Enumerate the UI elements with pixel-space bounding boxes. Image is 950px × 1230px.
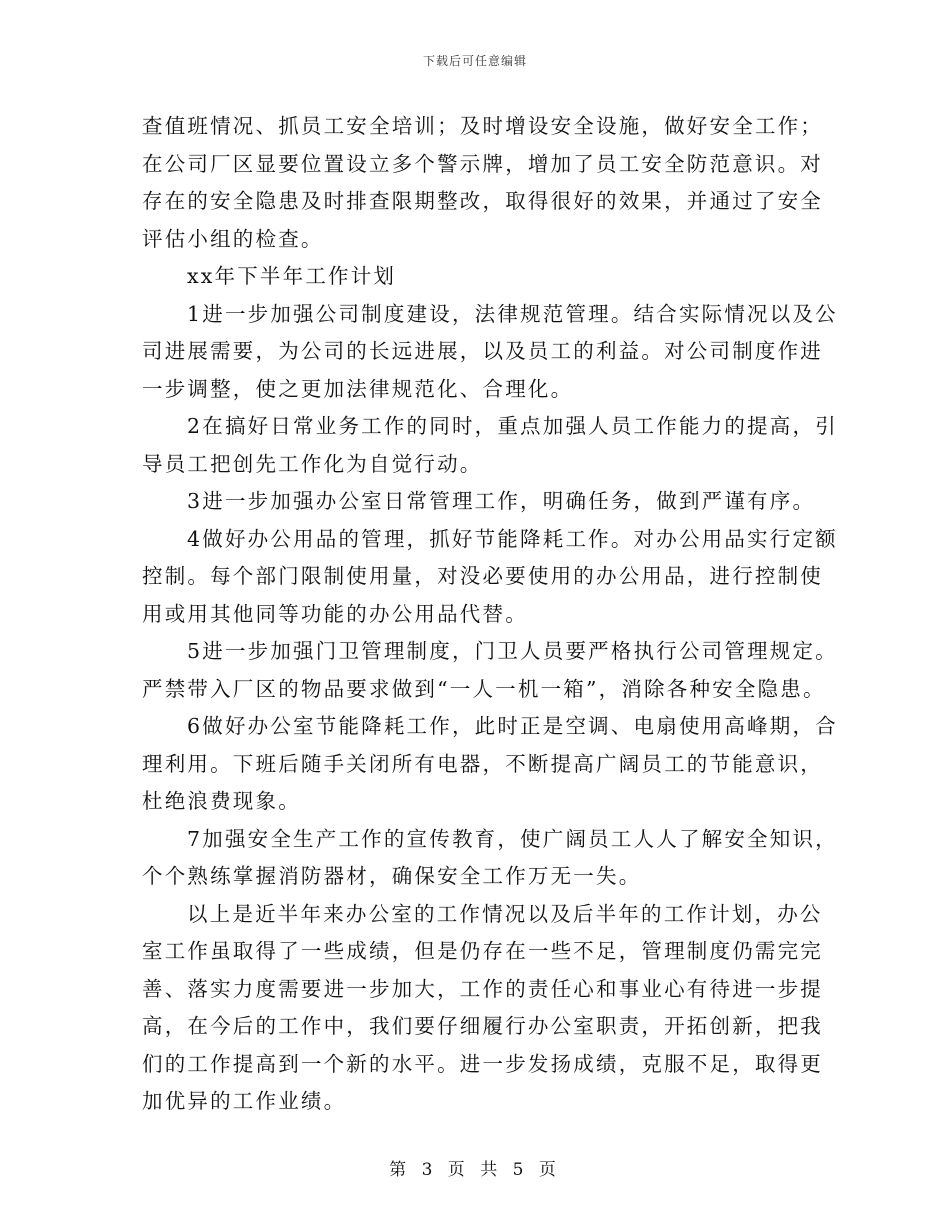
text-line: 查值班情况、抓员工安全培训；及时增设安全设施，做好安全工作； [142,114,823,138]
text-line: 4做好办公用品的管理，抓好节能降耗工作。对办公用品实行定额 [187,526,838,551]
text-line: 导员工把创先工作化为自觉行动。 [142,451,483,476]
text-line: 用或用其他同等功能的办公用品代替。 [142,601,528,626]
text-line: 严禁带入厂区的物品要求做到“一人一机一箱”，消除各种安全隐患。 [142,676,826,701]
plan-item-1 [142,296,838,409]
plan-item-5 [142,633,838,708]
text-line: 存在的安全隐患及时排查限期整改，取得很好的效果，并通过了安全 [142,189,823,213]
text-line: 在公司厂区显要位置设立多个警示牌，增加了员工安全防范意识。对 [142,151,823,176]
text-line: 们的工作提高到一个新的水平。进一步发扬成绩，克服不足，取得更 [142,1051,823,1076]
text-line: 7加强安全生产工作的宣传教育，使广阔员工人人了解安全知识， [187,826,838,851]
paragraph-safety-continued [142,108,823,258]
plan-item-6 [142,708,838,821]
text-line: 一步调整，使之更加法律规范化、合理化。 [142,376,574,401]
text-line: 5进一步加强门卫管理制度，门卫人员要严格执行公司管理规定。 [187,639,838,663]
plan-item-2 [142,408,838,483]
text-line: 个个熟练掌握消防器材，确保安全工作万无一失。 [142,864,642,888]
text-line: 评估小组的检查。 [142,226,324,251]
text-line: 理利用。下班后随手关闭所有电器，不断提高广阔员工的节能意识， [142,751,823,776]
text-line: 杜绝浪费现象。 [142,789,301,813]
text-line: 1进一步加强公司制度建设，法律规范管理。结合实际情况以及公 [187,301,838,326]
text-line: 高，在今后的工作中，我们要仔细履行办公室职责，开拓创新，把我 [142,1014,823,1038]
document-body [142,108,838,1121]
text-line: 善、落实力度需要进一步加大，工作的责任心和事业心有待进一步提 [142,976,823,1001]
text-line: 司进展需要，为公司的长远进展，以及员工的利益。对公司制度作进 [142,339,823,363]
text-line: 加优异的工作业绩。 [142,1089,347,1113]
text-line: 6做好办公室节能降耗工作，此时正是空调、电扇使用高峰期，合 [187,714,838,738]
text-line: 控制。每个部门限制使用量，对没必要使用的办公用品，进行控制使 [142,564,823,588]
closing-paragraph [142,896,823,1121]
text-line: 3进一步加强办公室日常管理工作，明确任务，做到严谨有序。 [187,489,816,513]
page-number-footer: 第 3 页 共 5 页 [389,1160,561,1180]
plan-item-4 [142,521,838,634]
text-line: 2在搞好日常业务工作的同时，重点加强人员工作能力的提高，引 [187,414,838,438]
text-line: 室工作虽取得了一些成绩，但是仍存在一些不足，管理制度仍需完完 [142,939,823,963]
text-line: 以上是近半年来办公室的工作情况以及后半年的工作计划，办公 [187,901,823,926]
page-header: 下载后可任意编辑 [422,54,527,68]
plan-item-7 [142,821,838,896]
section-heading-plan [142,258,812,296]
plan-item-3 [142,483,816,521]
text-line: xx年下半年工作计划 [187,264,397,288]
